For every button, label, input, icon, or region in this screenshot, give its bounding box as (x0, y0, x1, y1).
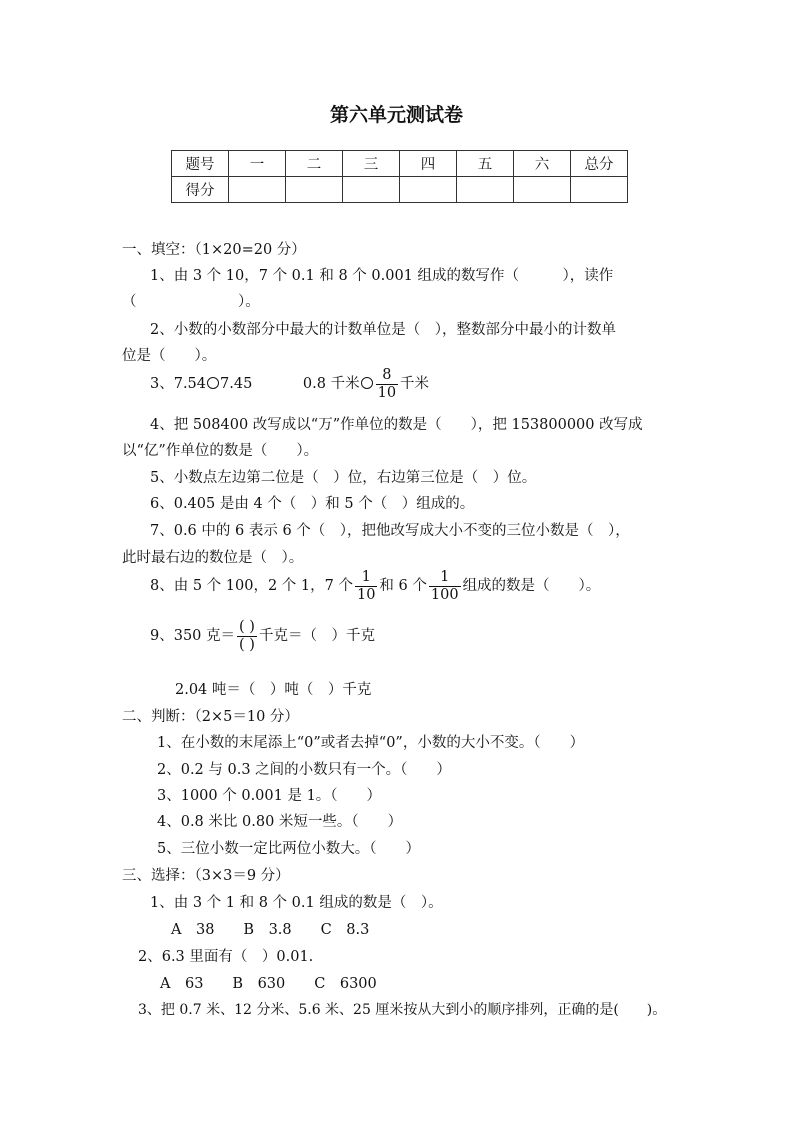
section-heading-fill-blank: 一、填空：（1×20=20 分） (122, 242, 306, 258)
fraction (429, 569, 461, 604)
question-3 (150, 366, 429, 402)
table-cell: 四 (400, 151, 457, 177)
question-text: 组成的数是（ ）。 (462, 578, 601, 594)
table-cell: 二 (286, 151, 343, 177)
section-heading-true-false: 二、判断：（2×5＝10 分） (122, 709, 299, 725)
table-cell: 六 (514, 151, 571, 177)
question-text: 7、0.6 中的 6 表示 6 个（ ），把他改写成大小不变的三位小数是（ ）， (150, 523, 630, 539)
question-text: 1、由 3 个 10，7 个 0.1 和 8 个 0.001 组成的数写作（ ），读作 (150, 268, 614, 284)
question-text: 5、三位小数一定比两位小数大。（ ） (157, 841, 420, 857)
score-input-cell[interactable] (571, 177, 628, 203)
question-text: 1、由 3 个 1 和 8 个 0.1 组成的数是（ ）。 (150, 895, 443, 911)
question-text: 1、在小数的末尾添上“0”或者去掉“0”，小数的大小不变。（ ） (157, 735, 585, 751)
table-cell: 总分 (571, 151, 628, 177)
question-text: 2.04 吨＝（ ）吨（ ）千克 (175, 682, 372, 698)
question-text: 5、小数点左边第二位是（ ）位，右边第三位是（ ）位。 (150, 470, 537, 486)
score-input-cell[interactable] (457, 177, 514, 203)
score-input-cell[interactable] (286, 177, 343, 203)
question-text: 9、350 克＝ (150, 628, 236, 644)
fraction-numerator: 1 (355, 569, 377, 587)
question-text: 3、1000 个 0.001 是 1。（ ） (157, 788, 382, 804)
score-table-score-row (172, 177, 628, 203)
question-text: 千米 (400, 376, 430, 392)
table-cell: 三 (343, 151, 400, 177)
question-text: 位是（ ）。 (122, 348, 217, 364)
fraction-denominator: 10 (356, 586, 376, 603)
question-9 (150, 618, 375, 654)
table-cell: 五 (457, 151, 514, 177)
question-text: 0.8 千米 (302, 376, 360, 392)
answer-options: A 63 B 630 C 6300 (160, 976, 377, 992)
question-8 (150, 568, 600, 604)
question-text: 4、把 508400 改写成以“万”作单位的数是（ ），把 153800000 改写成 (150, 417, 643, 433)
question-text: 3、7.54 (150, 376, 207, 392)
fraction-numerator: ( ) (239, 618, 255, 635)
fraction-numerator: 8 (376, 367, 398, 385)
score-input-cell[interactable] (400, 177, 457, 203)
question-text: 7.45 (220, 376, 253, 392)
compare-circle-icon (361, 377, 373, 389)
question-text: 以“亿”作单位的数是（ ）。 (122, 443, 319, 459)
answer-options: A 38 B 3.8 C 8.3 (171, 922, 370, 938)
score-table-header-row (172, 151, 628, 177)
page-title: 第六单元测试卷 (329, 104, 463, 126)
fraction-denominator: ( ) (239, 636, 255, 653)
question-text: 千克＝（ ）千克 (258, 628, 375, 644)
fraction (237, 619, 257, 654)
question-text: 2、0.2 与 0.3 之间的小数只有一个。（ ） (157, 762, 451, 778)
fraction-numerator: 1 (429, 569, 461, 587)
question-text: 6、0.405 是由 4 个（ ）和 5 个（ ）组成的。 (150, 496, 475, 512)
score-table (171, 150, 628, 203)
fraction-denominator: 100 (430, 586, 459, 603)
table-cell: 题号 (172, 151, 229, 177)
question-text: 2、6.3 里面有（ ）0.01. (138, 949, 314, 965)
table-cell: 一 (229, 151, 286, 177)
score-input-cell[interactable] (229, 177, 286, 203)
fraction (376, 367, 398, 402)
score-input-cell[interactable] (343, 177, 400, 203)
question-text: （ ）。 (122, 294, 260, 310)
question-text: 2、小数的小数部分中最大的计数单位是（ ），整数部分中最小的计数单 (150, 322, 616, 338)
fraction-denominator: 10 (377, 384, 397, 401)
score-input-cell[interactable] (514, 177, 571, 203)
question-text: 4、0.8 米比 0.80 米短一些。（ ） (157, 814, 403, 830)
question-text: 此时最右边的数位是（ ）。 (122, 550, 304, 566)
question-text: 3、把 0.7 米、12 分米、5.6 米、25 厘米按从大到小的顺序排列，正确的是( )。 (138, 1002, 667, 1018)
compare-circle-icon (207, 377, 219, 389)
table-cell: 得分 (172, 177, 229, 203)
question-text: 和 6 个 (379, 578, 427, 594)
fraction (355, 569, 377, 604)
question-text: 8、由 5 个 100，2 个 1，7 个 (150, 578, 353, 594)
section-heading-multiple-choice: 三、选择：（3×3＝9 分） (122, 868, 290, 884)
